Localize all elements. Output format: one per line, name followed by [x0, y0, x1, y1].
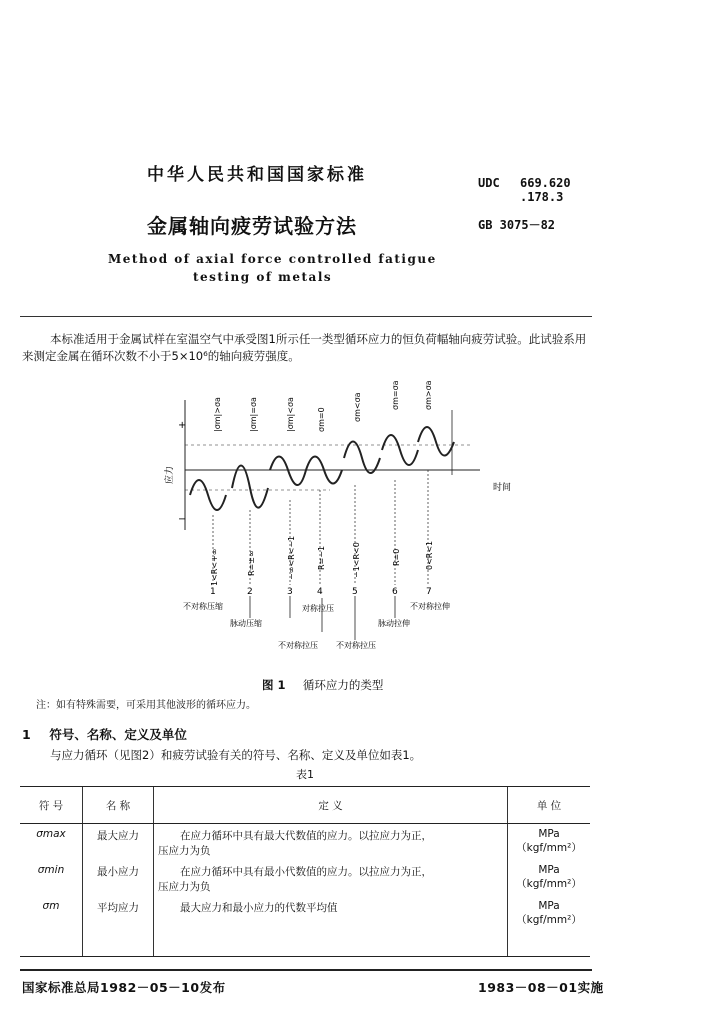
table-1: [20, 786, 590, 957]
plus-sign: +: [178, 420, 187, 431]
bottom-condition-3: −∞<R<−1: [287, 535, 296, 580]
table-1-title: 表1: [296, 768, 314, 781]
symbol-sigma-m: σm: [42, 900, 60, 912]
wave-7: [418, 427, 454, 456]
group-pulsating-compression: 脉动压缩: [230, 619, 262, 628]
section-1-intro: 与应力循环（见图2）和疲劳试验有关的符号、名称、定义及单位如表1。: [50, 748, 422, 762]
table-header-row: [20, 787, 590, 824]
title-english-line2: testing of metals: [193, 270, 333, 284]
x-axis-label: 时间: [493, 483, 512, 493]
figure-caption-text: 循环应力的类型: [302, 678, 384, 692]
table-row: [20, 896, 590, 957]
case-number-7: 7: [426, 587, 432, 597]
top-condition-3: |σm|<σa: [286, 397, 295, 432]
header-definition: 定 义: [154, 787, 508, 824]
document-title: 金属轴向疲劳试验方法: [147, 214, 357, 238]
header-symbol: 符 号: [20, 787, 83, 824]
table-row: [20, 860, 590, 896]
standard-type: 中华人民共和国国家标准: [147, 165, 367, 185]
top-condition-1: |σm|>σa: [213, 397, 222, 432]
name-min-stress: 最小应力: [97, 866, 139, 878]
definition-line1: 在应力循环中具有最大代数值的应力。以拉应力为正，: [180, 830, 432, 842]
definition-line1: 最大应力和最小应力的代数平均值: [180, 902, 338, 914]
gb-code: GB 3075－82: [478, 218, 556, 232]
case-number-5: 5: [352, 587, 358, 597]
case-number-2: 2: [247, 587, 253, 597]
name-mean-stress: 平均应力: [97, 902, 139, 914]
figure-caption-number: 图 1: [262, 678, 286, 692]
table-row: [20, 824, 590, 861]
section-1-heading: [22, 725, 187, 743]
bottom-condition-7: 0<R<1: [425, 540, 434, 570]
bottom-condition-2: R=±∞: [247, 550, 256, 576]
y-axis-label: 应力: [165, 465, 175, 484]
header-name: 名 称: [83, 787, 154, 824]
top-condition-7: σm>σa: [424, 380, 433, 410]
top-condition-2: |σm|=σa: [249, 397, 258, 432]
case-number-3: 3: [287, 587, 293, 597]
figure-cyclic-stress: [0, 370, 724, 670]
top-condition-4: σm=0: [317, 407, 326, 432]
group-sym-tension-compression: 对称拉压: [302, 604, 334, 613]
figure-note: 注：如有特殊需要，可采用其他波形的循环应力。: [36, 700, 256, 711]
case-number-1: 1: [210, 587, 216, 597]
case-number-6: 6: [392, 587, 398, 597]
group-pulsating-tension: 脉动拉伸: [378, 619, 410, 628]
symbol-sigma-min: σmin: [37, 864, 65, 876]
unit-si: MPa: [538, 828, 560, 840]
definition-line2: 压应力为负: [158, 845, 211, 857]
header-divider: [20, 316, 592, 317]
implement-date: 1983－08－01实施: [478, 980, 604, 995]
bottom-condition-6: R=0: [392, 548, 401, 566]
udc-label: UDC: [478, 176, 500, 190]
top-condition-6: σm=σa: [391, 380, 400, 410]
top-condition-5: σm<σa: [353, 392, 362, 422]
title-english-line1: Method of axial force controlled fatigue: [108, 252, 437, 266]
definition-line2: 压应力为负: [158, 881, 211, 893]
wave-2: [232, 466, 268, 508]
group-asym-tc-1: 不对称拉压: [278, 641, 318, 650]
bottom-condition-5: −1<R<0: [352, 542, 361, 578]
symbol-sigma-max: σmax: [36, 828, 66, 840]
wave-3: [270, 457, 306, 486]
udc-code-line1: 669.620: [520, 176, 571, 190]
issue-date: 国家标准总局1982－05－10发布: [22, 980, 226, 995]
group-asym-compression: 不对称压缩: [183, 602, 223, 611]
wave-5: [344, 442, 380, 474]
section-1-title: 符号、名称、定义及单位: [49, 727, 187, 742]
minus-sign: −: [178, 514, 187, 525]
section-1-number: 1: [22, 727, 31, 742]
bottom-condition-1: 1<R<+∞: [210, 548, 219, 586]
bottom-condition-4: R=−1: [317, 545, 326, 570]
unit-si: MPa: [538, 900, 560, 912]
intro-paragraph: 本标准适用于金属试样在室温空气中承受图1所示任一类型循环应力的恒负荷幅轴向疲劳试验。此试验系用来测定金属在循环次数不小于5×10⁶的轴向疲劳强度。: [22, 332, 587, 363]
group-asym-tc-2: 不对称拉压: [336, 641, 376, 650]
wave-1: [190, 480, 226, 510]
definition-line1: 在应力循环中具有最小代数值的应力。以拉应力为正，: [180, 866, 432, 878]
unit-si: MPa: [538, 864, 560, 876]
wave-6: [382, 435, 418, 465]
footer-divider: [20, 969, 592, 971]
case-number-4: 4: [317, 587, 323, 597]
group-asym-tension: 不对称拉伸: [410, 602, 450, 611]
unit-legacy: （kgf/mm²）: [516, 914, 582, 926]
figure-caption: [262, 677, 383, 693]
unit-legacy: （kgf/mm²）: [516, 842, 582, 854]
unit-legacy: （kgf/mm²）: [516, 878, 582, 890]
header-unit: 单 位: [508, 787, 591, 824]
udc-code-line2: .178.3: [520, 190, 564, 204]
name-max-stress: 最大应力: [97, 830, 139, 842]
